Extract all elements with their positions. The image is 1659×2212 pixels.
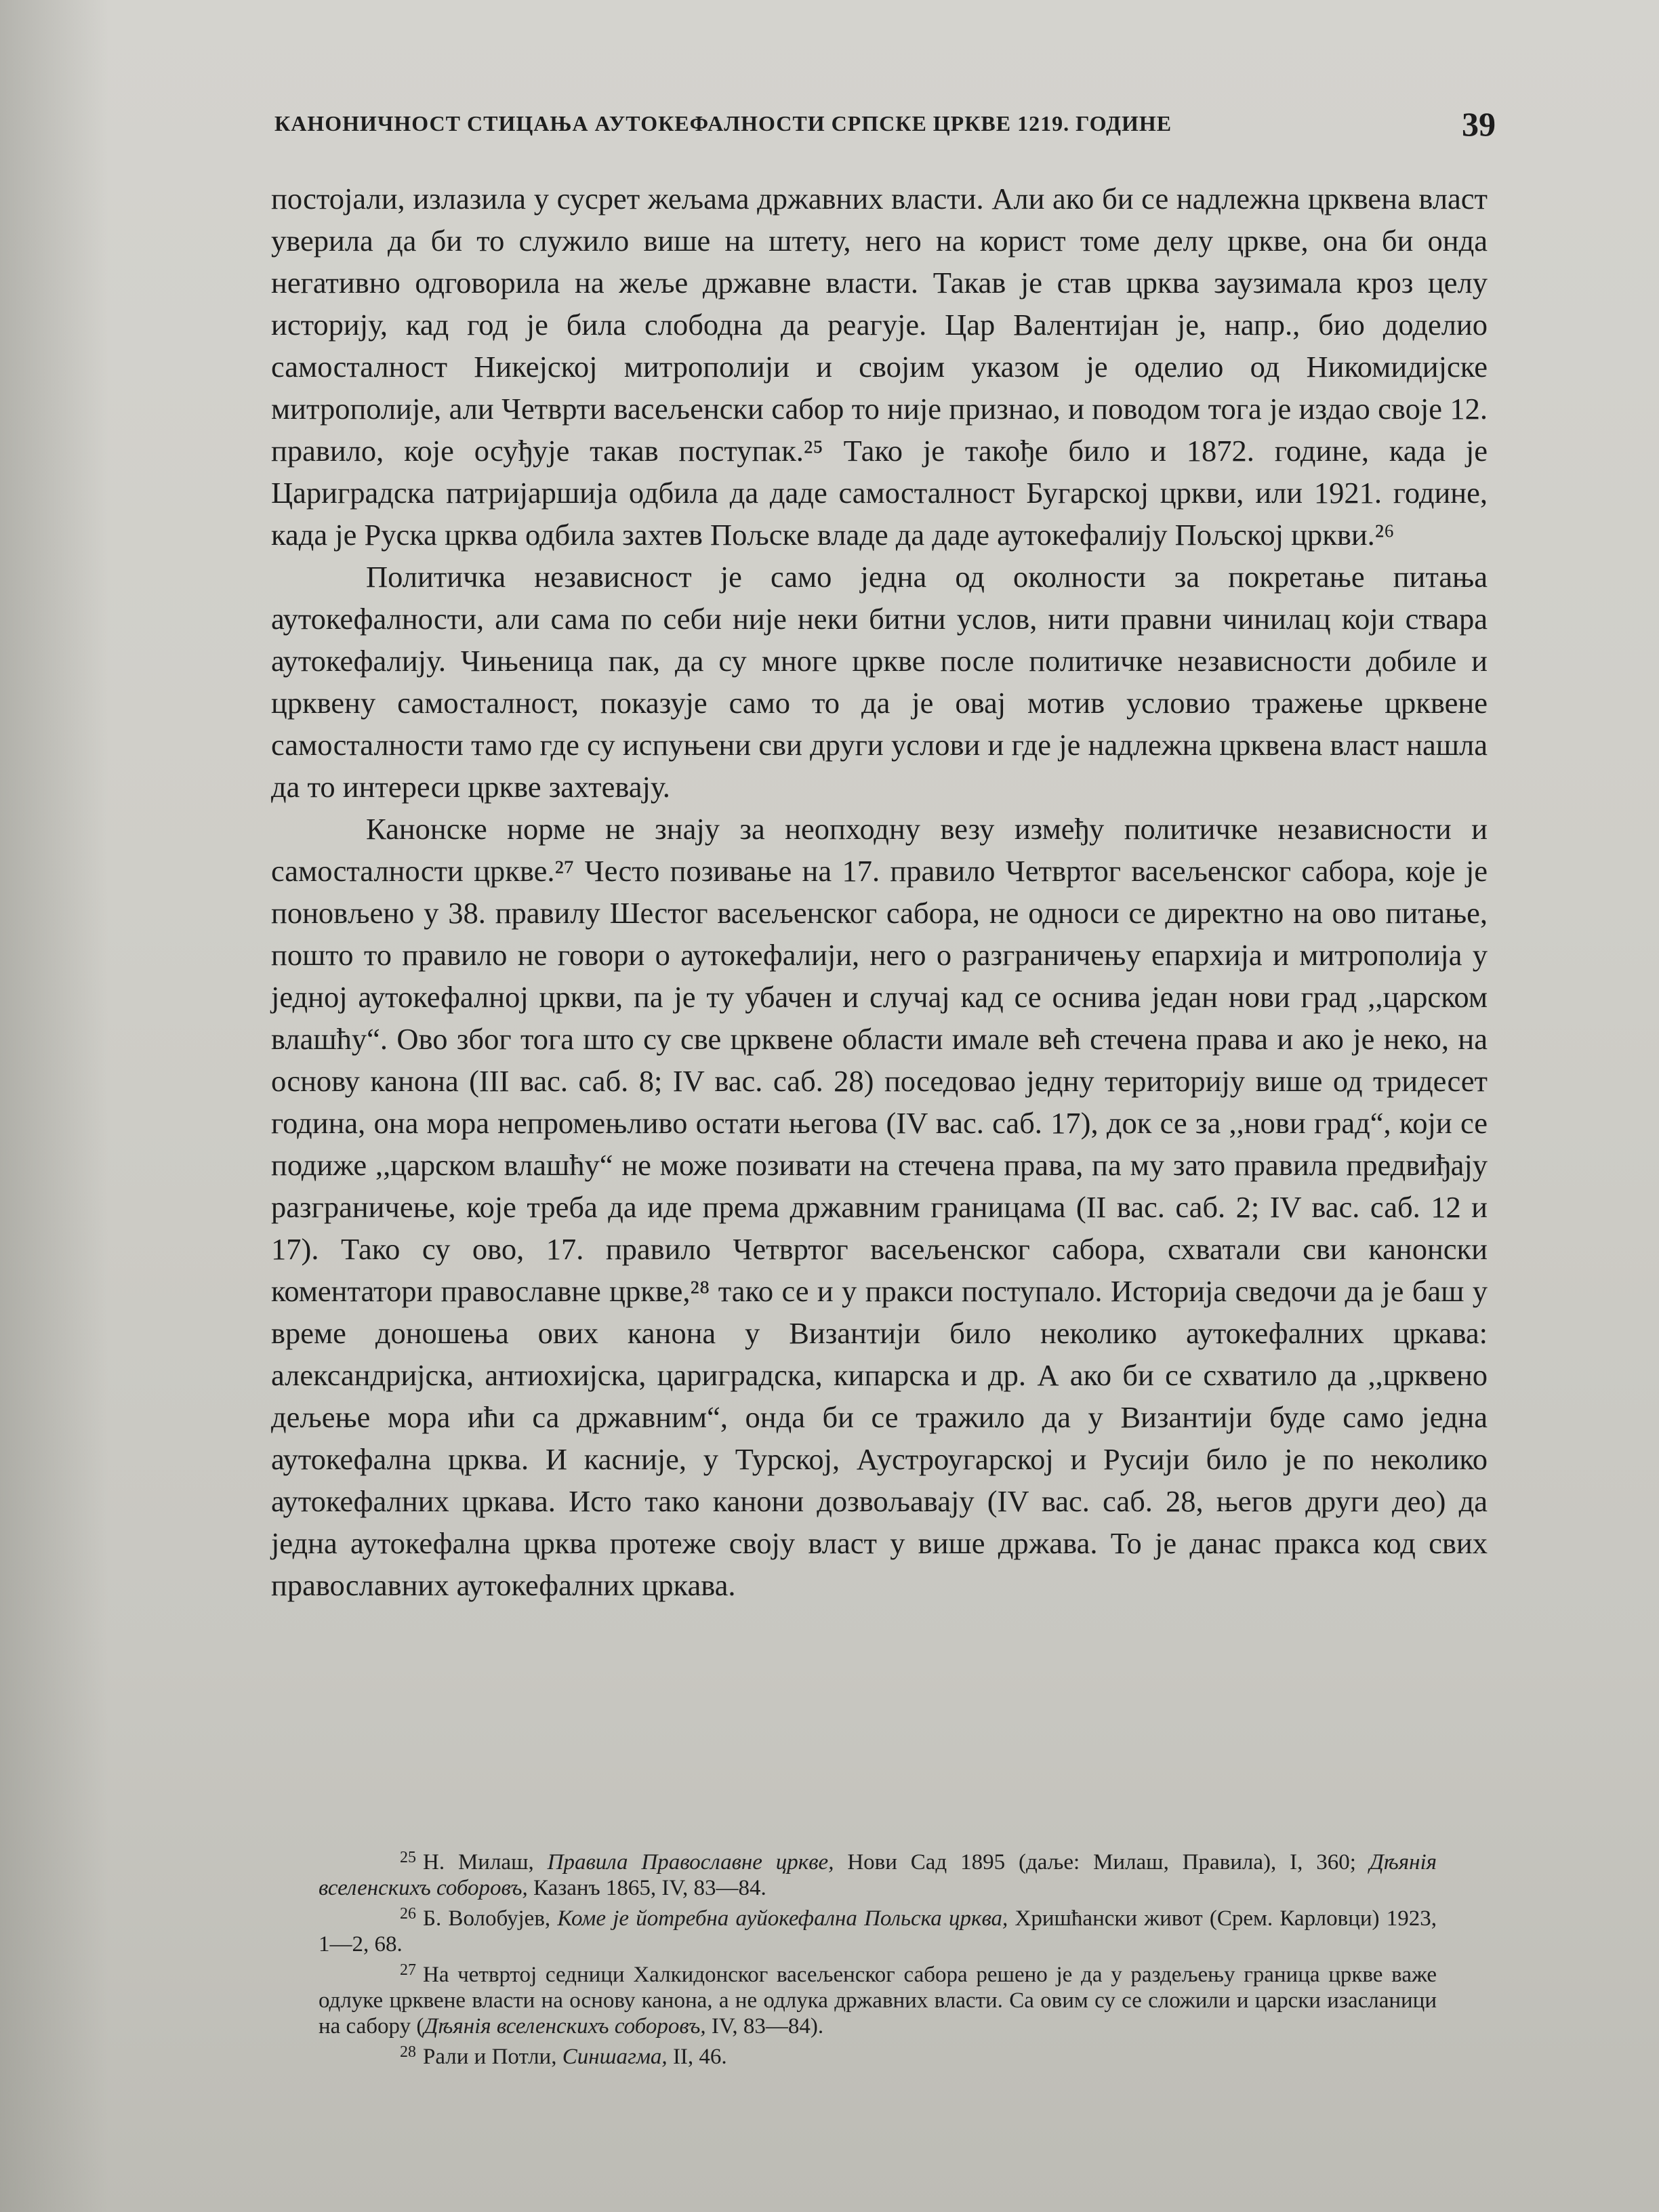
paragraph-2: Политичка независност је само једна од околности за покретање питања аутокефалности, али сама по себи није неки битни услов, нити правни чинилац који ствара аутокефалију. Чињеница пак, да су многе цркве после политичке независности добиле и црквену самосталност, показује само то да је овај мотив условио тражење црквене самосталности тамо где су испуњени сви други услови и где је надлежна црквена власт нашла да то интереси цркве захтевају. xyxy=(271,560,1488,804)
paragraph-1: постојали, излазила у сусрет жељама државних власти. Али ако би се надлежна црквена власт уверила да би то служило више на штету, него на корист томе делу цркве, она би онда негативно одговорила на жеље државне власти. Такав је став црква заузимала кроз целу историју, кад год је била слободна да реагује. Цар Валентијан је, напр., био доделио самосталност Никејској митрополији и својим указом је оделио од Никомидијске митрополије, али Четврти васељенски сабор то није признао, и поводом тога је издао своје 12. правило, које осуђује такав поступак.²⁵ Тако је такође било и 1872. године, када је Цариградска патријаршија одбила да даде самосталност Бугарској цркви, или 1921. године, када је Руска црква одбила захтев Пољске владе да даде аутокефалију Пољској цркви.²⁶ xyxy=(271,182,1488,552)
footnote xyxy=(319,1901,1437,1957)
page-header xyxy=(274,105,1496,149)
footnote-text-run: Б. Волобујев, xyxy=(423,1906,558,1931)
footnote-mark: 25 xyxy=(400,1849,416,1866)
footnote-text-run: Казанъ 1865, IV, 83—84. xyxy=(527,1876,766,1900)
footnote-italic-text: Дѣянія вселенскихъ соборовъ, xyxy=(319,1850,1437,1900)
footnote-text xyxy=(319,1963,1437,2039)
running-head: КАНОНИЧНОСТ СТИЦАЊА АУТОКЕФАЛНОСТИ СРПСКЕ ЦРКВЕ 1219. ГОДИНЕ xyxy=(274,111,1172,136)
footnote-italic-text: Дѣянія вселенскихъ соборовъ, xyxy=(424,2014,706,2039)
footnote-text xyxy=(319,1850,1437,1900)
footnote-mark: 28 xyxy=(400,2043,416,2061)
main-text xyxy=(271,178,1488,1606)
footnote-text-run: Нови Сад 1895 (даље: Милаш, Правила), I, 360; xyxy=(834,1850,1370,1875)
footnotes xyxy=(319,1845,1437,2070)
footnote-text-run: Хришћански живот (Срем. Карловци) 1923, 1—2, 68. xyxy=(319,1906,1437,1957)
footnote xyxy=(319,1845,1437,1901)
footnote-text xyxy=(319,1906,1437,1957)
footnote-mark: 26 xyxy=(400,1905,416,1923)
page-number: 39 xyxy=(1462,105,1496,143)
page-shadow xyxy=(0,0,108,2212)
paragraph-3: Канонске норме не знају за неопходну везу између политичке независности и самосталности цркве.²⁷ Често позивање на 17. правило Четвртог васељенског сабора, које је поновљено у 38. правилу Шестог васељенског сабора, не односи се директно на ово питање, пошто то правило не говори о аутокефалији, него о разграничењу епархија и митрополија у једној аутокефалној цркви, па је ту убачен и случај кад се оснива један нови град ,,царском влашћу“. Ово због тога што су све црквене области имале већ стечена права и ако је неко, на основу канона (III вас. саб. 8; IV вас. саб. 28) поседовао једну територију више од тридесет година, она мора непромењливо остати његова (IV вас. саб. 17), док се за ,,нови град“, који се подиже ,,царском влашћу“ не може позивати на стечена права, па му зато правила предвиђају разграничење, које треба да иде према државним границама (II вас. саб. 2; IV вас. саб. 12 и 17). Тако су ово, 17. правило Четвртог васељенског сабора, схватали сви канонски коментатори православне цркве,²⁸ тако се и у пракси поступало. Историја сведочи да је баш у време доношења ових канона у Византији било неколико аутокефалних цркава: александријска, антиохијска, цариградска, кипарска и др. А ако би се схватило да ,,црквено дељење мора ићи са државним“, онда би се тражило да у Византији буде само једна аутокефална црква. И касније, у Турској, Аустроугарској и Русији било је по неколико аутокефалних цркава. Исто тако канони дозвољавају (IV вас. саб. 28, његов други део) да једна аутокефална црква протеже своју власт у више држава. То је данас пракса код свих православних аутокефалних цркава. xyxy=(271,812,1488,1602)
footnote-text-run: II, 46. xyxy=(667,2045,727,2069)
footnote-text xyxy=(423,2045,727,2069)
footnote-mark: 27 xyxy=(400,1961,416,1979)
footnote-italic-text: Правила Православне цркве, xyxy=(547,1850,834,1875)
footnote-italic-text: Синшагма, xyxy=(562,2045,668,2069)
footnote xyxy=(319,2039,1437,2070)
footnote xyxy=(319,1957,1437,2039)
footnote-text-run: Рали и Потли, xyxy=(423,2045,562,2069)
footnote-italic-text: Коме је йотребна ауйокефална Польска црква, xyxy=(557,1906,1008,1931)
footnote-text-run: Н. Милаш, xyxy=(423,1850,548,1875)
footnote-text-run: На четвртој седници Халкидонског васељенског сабора решено је да у раздељењу граница цркве важе одлуке црквене власти на основу канона, а не одлука државних власти. Са овим су се сложили и царски изасланици на сабору ( xyxy=(319,1963,1437,2039)
footnote-text-run: IV, 83—84). xyxy=(705,2014,824,2039)
